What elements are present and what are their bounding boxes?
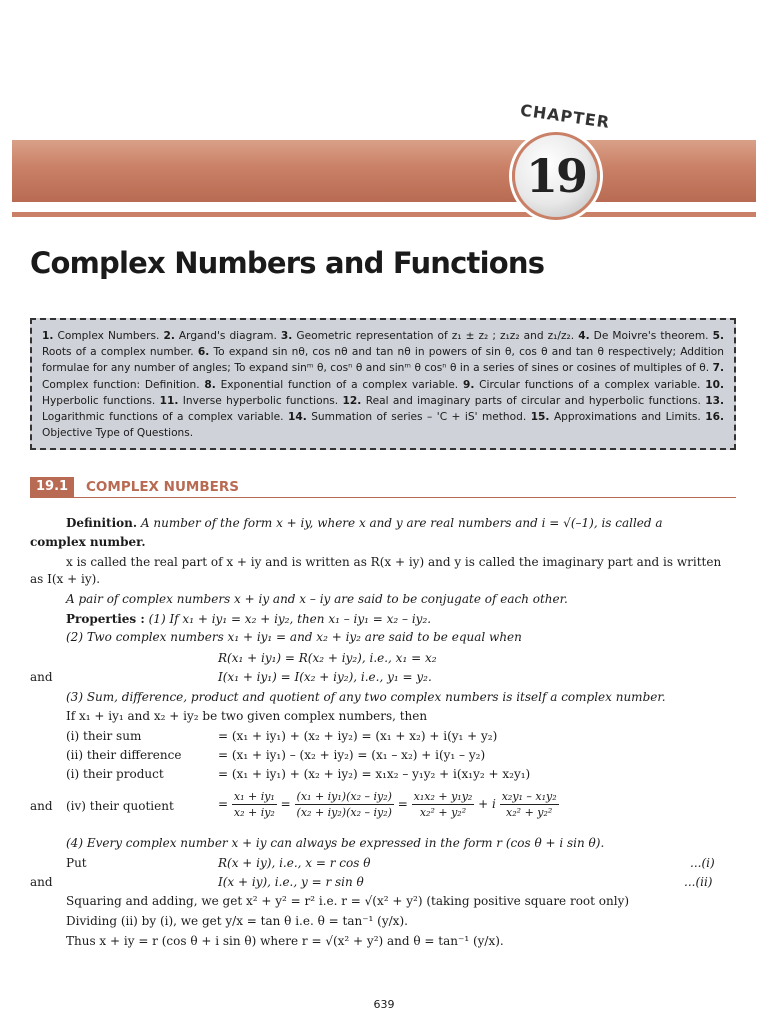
toc-item-number: 12. bbox=[342, 394, 362, 407]
squaring-line: Squaring and adding, we get x² + y² = r² i.e. r = √(x² + y²) (taking positive square root only) bbox=[66, 894, 630, 908]
quotient-fraction-3: $\frac{\text{x₁x₂ + y₁y₂}}{\text{x₂² + y₂²}}$ bbox=[413, 790, 473, 819]
and-label-2: and bbox=[30, 799, 53, 813]
toc-item bbox=[578, 330, 712, 342]
and-label-1: and bbox=[30, 670, 53, 684]
section-heading bbox=[30, 477, 736, 499]
difference-equation: = (x₁ + iy₁) – (x₂ + iy₂) = (x₁ – x₂) + i(y₁ – y₂) bbox=[218, 748, 486, 762]
toc-item-number: 14. bbox=[287, 411, 307, 424]
property-1-text: (1) If x₁ + iy₁ = x₂ + iy₂, then x₁ – iy₁ = x₂ – iy₂. bbox=[148, 612, 432, 626]
toc-item bbox=[42, 330, 163, 342]
definition-line bbox=[66, 516, 663, 531]
toc-item-text: To expand sin nθ, cos nθ and tan nθ in powers of sin θ, cos θ and tan θ respectively; Addition formulae for any number of angles; To expand sinᵐ θ, cosⁿ θ and sinᵐ θ cosⁿ θ in a series of sines or cosines of multiples of θ. bbox=[42, 346, 724, 375]
quotient-fraction-2: $\frac{\text{(x₁ + iy₁)(x₂ – iy₂)}}{\text{(x₂ + iy₂)(x₂ – iy₂)}}$ bbox=[296, 790, 392, 819]
definition-text: A number of the form x + iy, where x and y are real numbers and i = √(–1), is called a bbox=[140, 516, 663, 530]
toc-item-text: Geometric representation of z₁ ± z₂ ; z₁z₂ and z₁/z₂. bbox=[296, 330, 575, 342]
chapter-number: 19 bbox=[525, 149, 586, 203]
toc-item-number: 2. bbox=[163, 330, 175, 342]
dividing-line: Dividing (ii) by (i), we get y/x = tan θ i.e. θ = tan⁻¹ (y/x). bbox=[66, 914, 408, 928]
chapter-rule bbox=[12, 212, 756, 217]
put-label: Put bbox=[66, 856, 87, 870]
toc-item-number: 5. bbox=[712, 330, 724, 342]
toc-item-text: Argand's diagram. bbox=[178, 330, 277, 342]
toc-item-number: 3. bbox=[280, 330, 293, 342]
quotient-label: (iv) their quotient bbox=[66, 799, 174, 813]
toc-item-number: 8. bbox=[204, 378, 216, 391]
toc-item-number: 6. bbox=[197, 346, 210, 359]
chapter-label: CHAPTER bbox=[519, 100, 612, 132]
put-equation: R(x + iy), i.e., x = r cos θ bbox=[218, 856, 371, 870]
toc-item bbox=[343, 395, 706, 407]
toc-item-text: Inverse hyperbolic functions. bbox=[182, 394, 339, 407]
sum-equation: = (x₁ + iy₁) + (x₂ + iy₂) = (x₁ + x₂) + i(y₁ + y₂) bbox=[218, 729, 498, 743]
properties-label: Properties : bbox=[66, 612, 145, 626]
toc-item-text: Real and imaginary parts of circular and hyperbolic functions. bbox=[365, 394, 701, 407]
quotient-equation: = $\frac{\text{x₁ + iy₁}}{\text{x₂ + iy₂}}$ = $\frac{\text{(x₁ + iy₁)(x₂ – iy₂)}}{\text{(x₂ + iy₂)(x₂ – iy₂)}}$ = $\frac{\text{x₁x₂ + y₁y₂}}{\text{x₂² + y₂²}}$ + i $\frac{\text{x₂y₁ – x₁y₂}}{\text{x₂² + y₂²}}$ bbox=[218, 790, 557, 819]
conjugate-text: A pair of complex numbers x + iy and x – iy are said to be conjugate of each other. bbox=[66, 592, 568, 606]
toc-item-text: Exponential function of a complex variable. bbox=[220, 378, 459, 391]
chapter-banner bbox=[12, 140, 756, 202]
thus-line: Thus x + iy = r (cos θ + i sin θ) where r = √(x² + y²) and θ = tan⁻¹ (y/x). bbox=[66, 934, 504, 948]
toc-item-number: 16. bbox=[705, 411, 724, 424]
toc-item bbox=[531, 411, 706, 423]
equation-ref-i: ...(i) bbox=[690, 856, 715, 870]
property-1 bbox=[66, 612, 431, 627]
imag-equation: I(x + iy), i.e., y = r sin θ bbox=[218, 875, 364, 889]
toc-item-text: De Moivre's theorem. bbox=[593, 330, 709, 342]
definition-label: Definition. bbox=[66, 516, 138, 530]
quotient-fraction-4: $\frac{\text{x₂y₁ – x₁y₂}}{\text{x₂² + y₂²}}$ bbox=[501, 790, 557, 819]
chapter-contents-box bbox=[30, 318, 736, 450]
and-label-3: and bbox=[30, 875, 53, 889]
toc-item-text: Logarithmic functions of a complex variable. bbox=[42, 411, 284, 424]
toc-item bbox=[281, 330, 578, 342]
toc-item-text: Circular functions of a complex variable. bbox=[479, 378, 701, 391]
toc-item-number: 4. bbox=[578, 330, 590, 342]
toc-item bbox=[204, 379, 463, 391]
chapter-number-badge bbox=[512, 132, 600, 220]
toc-item-number: 11. bbox=[159, 394, 179, 407]
if-line: If x₁ + iy₁ and x₂ + iy₂ be two given complex numbers, then bbox=[66, 709, 428, 723]
sum-label: (i) their sum bbox=[66, 729, 142, 743]
equal-imag-eq: I(x₁ + iy₁) = I(x₂ + iy₂), i.e., y₁ = y₂. bbox=[218, 670, 432, 684]
property-4: (4) Every complex number x + iy can always be expressed in the form r (cos θ + i sin θ). bbox=[66, 836, 605, 850]
page-number: 639 bbox=[373, 998, 395, 1011]
equal-real-eq: R(x₁ + iy₁) = R(x₂ + iy₂), i.e., x₁ = x₂ bbox=[218, 651, 437, 665]
toc-item bbox=[163, 330, 280, 342]
toc-item-number: 7. bbox=[712, 362, 724, 375]
product-equation: = (x₁ + iy₁) + (x₂ + iy₂) = x₁x₂ – y₁y₂ + i(x₁y₂ + x₂y₁) bbox=[218, 767, 531, 781]
section-title: COMPLEX NUMBERS bbox=[86, 479, 239, 495]
toc-item-text: Roots of a complex number. bbox=[42, 346, 194, 359]
property-2: (2) Two complex numbers x₁ + iy₁ = and x₂ + iy₂ are said to be equal when bbox=[66, 630, 522, 644]
toc-item-number: 1. bbox=[42, 330, 54, 342]
toc-item-text: Approximations and Limits. bbox=[553, 411, 701, 424]
toc-item bbox=[288, 411, 531, 423]
toc-item-text: Hyperbolic functions. bbox=[42, 394, 156, 407]
toc-item-text: Summation of series – 'C + iS' method. bbox=[311, 411, 527, 424]
property-3: (3) Sum, difference, product and quotient of any two complex numbers is itself a complex number. bbox=[66, 690, 666, 704]
equation-ref-ii: ...(ii) bbox=[684, 875, 713, 889]
toc-item-number: 9. bbox=[462, 378, 475, 391]
section-rule bbox=[30, 497, 736, 498]
toc-item-text: Complex function: Definition. bbox=[42, 378, 200, 391]
difference-label: (ii) their difference bbox=[66, 748, 182, 762]
product-label: (i) their product bbox=[66, 767, 164, 781]
toc-item-text: Objective Type of Questions. bbox=[42, 427, 194, 440]
real-part-text: x is called the real part of x + iy and is written as R(x + iy) and y is called the imaginary part and is written bbox=[66, 555, 722, 569]
toc-item-text: Complex Numbers. bbox=[57, 330, 160, 342]
section-number: 19.1 bbox=[30, 477, 74, 497]
toc-item bbox=[463, 379, 705, 391]
definition-end: complex number. bbox=[30, 535, 146, 549]
quotient-fraction-1: $\frac{\text{x₁ + iy₁}}{\text{x₂ + iy₂}}$ bbox=[233, 790, 275, 819]
toc-item-number: 13. bbox=[705, 394, 724, 407]
toc-item-number: 10. bbox=[705, 378, 724, 391]
toc-item-number: 15. bbox=[530, 411, 550, 424]
chapter-title: Complex Numbers and Functions bbox=[30, 246, 545, 280]
toc-item bbox=[160, 395, 343, 407]
real-part-text-2: as I(x + iy). bbox=[30, 572, 101, 586]
